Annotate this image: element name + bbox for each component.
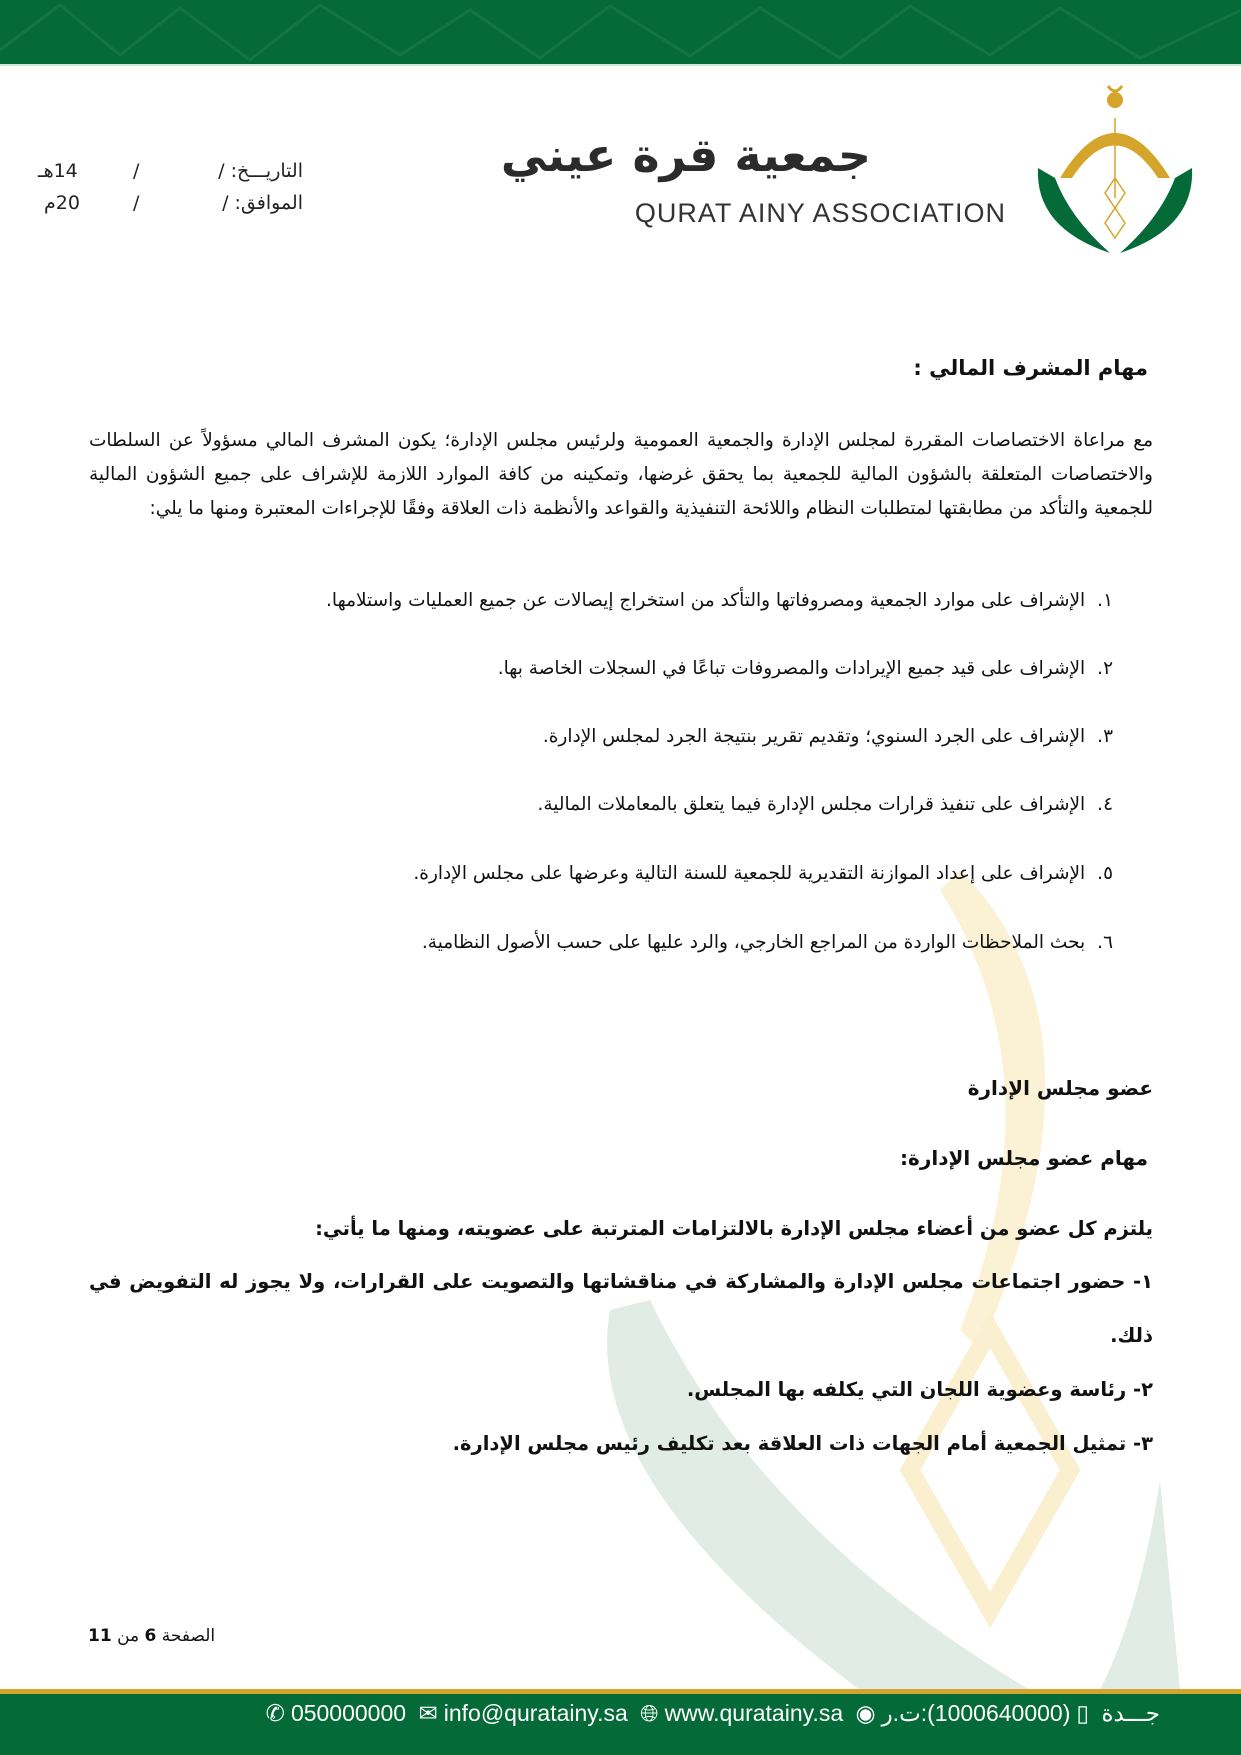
board-item-1: ١- حضور اجتماعات مجلس الإدارة والمشاركة في مناقشاتها والتصويت على القرارات، ولا يجوز له التفويض في — [89, 1270, 1153, 1293]
page-of: من — [117, 1626, 140, 1646]
footer-website[interactable]: www.quratainy.sa — [664, 1700, 844, 1726]
gregorian-date-label: الموافق: / — [222, 192, 303, 214]
list-item — [537, 794, 1113, 815]
intro-paragraph: مع مراعاة الاختصاصات المقررة لمجلس الإدارة والجمعية العمومية ولرئيس مجلس الإدارة؛ يكون المشرف المالي مسؤولاً عن السلطات والاختصاصات المتعلقة بالشؤون المالية للجمعية بما يحقق غرضها، وتمكينه من كافة الموارد اللازمة للإشراف على جميع الشؤون المالية للجمعية والتأكد من مطابقتها لمتطلبات النظام واللائحة التنفيذية والقواعد والأنظمة ذات العلاقة وفقًا للإجراءات المعتبرة ومنها ما يلي: — [89, 430, 1153, 519]
list-item — [543, 726, 1113, 747]
item-number: ٦. — [1097, 932, 1113, 953]
email-icon: ✉ — [418, 1700, 438, 1726]
page-number — [88, 1626, 215, 1646]
gregorian-date-suffix: 20م — [44, 192, 80, 214]
globe-icon: 🌐︎ — [640, 1700, 659, 1726]
footer-city: جـــدة — [1101, 1700, 1160, 1726]
footer-registry: (1000640000):ت.ر — [881, 1700, 1071, 1726]
footer-phone: 050000000 — [290, 1700, 407, 1726]
board-intro: يلتزم كل عضو من أعضاء مجلس الإدارة بالالتزامات المترتبة على عضويته، ومنها ما يأتي: — [315, 1217, 1153, 1240]
item-text: الإشراف على تنفيذ قرارات مجلس الإدارة فيما يتعلق بالمعاملات المالية. — [537, 794, 1086, 815]
board-item-1-continued: ذلك. — [1110, 1324, 1153, 1347]
org-name-english: QURAT AINY ASSOCIATION — [634, 198, 1006, 228]
section-subtitle-board-member-tasks: مهام عضو مجلس الإدارة: — [900, 1146, 1148, 1170]
org-name-arabic: جمعية قرة عيني — [500, 128, 871, 182]
watermark-decoration — [560, 830, 1180, 1690]
board-item-3: ٣- تمثيل الجمعية أمام الجهات ذات العلاقة بعد تكليف رئيس مجلس الإدارة. — [452, 1432, 1153, 1455]
footer-contact — [0, 1700, 1160, 1727]
item-number: ٢. — [1097, 658, 1113, 679]
pattern-decoration — [0, 0, 1241, 64]
list-item — [326, 590, 1113, 611]
logo-icon — [1030, 78, 1205, 258]
page-total: 11 — [88, 1626, 112, 1646]
item-text: بحث الملاحظات الواردة من المراجع الخارجي، والرد عليها على حسب الأصول النظامية. — [421, 932, 1086, 953]
board-item-2: ٢- رئاسة وعضوية اللجان التي يكلفه بها المجلس. — [686, 1378, 1153, 1401]
footer-email[interactable]: info@quratainy.sa — [443, 1700, 628, 1726]
item-number: ٤. — [1097, 794, 1113, 815]
item-number: ١. — [1097, 590, 1113, 611]
item-text: الإشراف على موارد الجمعية ومصروفاتها والتأكد من استخراج إيصالات عن جميع العمليات واستلامها. — [326, 590, 1086, 611]
list-item — [413, 863, 1113, 884]
location-pin-icon: ◉ — [855, 1700, 876, 1726]
section-title-financial-supervisor: مهام المشرف المالي : — [913, 356, 1148, 380]
document-icon: ▯ — [1076, 1700, 1090, 1726]
item-number: ٣. — [1097, 726, 1113, 747]
top-banner — [0, 0, 1241, 66]
item-text: الإشراف على قيد جميع الإيرادات والمصروفات تباعًا في السجلات الخاصة بها. — [497, 658, 1086, 679]
list-item — [422, 932, 1113, 953]
page-current: 6 — [144, 1626, 157, 1646]
item-text: الإشراف على الجرد السنوي؛ وتقديم تقرير بنتيجة الجرد لمجلس الإدارة. — [542, 726, 1086, 747]
list-item — [498, 658, 1113, 679]
phone-icon: ✆ — [265, 1700, 285, 1726]
hijri-date-separator: / — [133, 160, 140, 182]
gregorian-date-separator: / — [133, 192, 140, 214]
hijri-date-label: التاريـــخ: / — [218, 160, 303, 182]
page-label: الصفحة — [161, 1626, 216, 1646]
item-number: ٥. — [1097, 863, 1113, 884]
hijri-date-suffix: 14هـ — [38, 160, 78, 182]
section-title-board-member: عضو مجلس الإدارة — [967, 1076, 1153, 1100]
item-text: الإشراف على إعداد الموازنة التقديرية للجمعية للسنة التالية وعرضها على مجلس الإدارة. — [413, 863, 1086, 884]
